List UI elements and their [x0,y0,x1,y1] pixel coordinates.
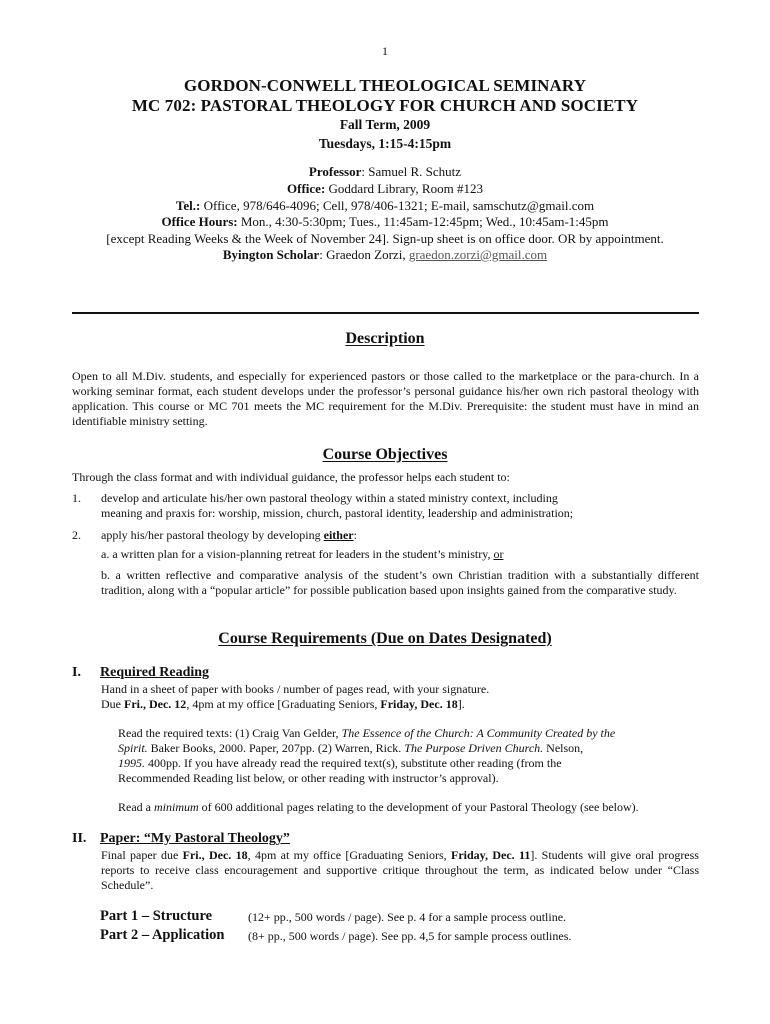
section-1-due-seniors: Friday, Dec. 18 [380,697,458,711]
objective-2a-text: a. a written plan for a vision-planning retreat for leaders in the student’s ministry, [101,547,494,561]
except-line: [except Reading Weeks & the Week of November 24]. Sign-up sheet is on office door. OR by appointment. [106,231,664,246]
section-2-seniors: Friday, Dec. 11 [451,848,531,862]
reading-book-2-title: The Purpose Driven Church. [404,741,544,755]
reading-line-2 [118,741,583,756]
professor-line [0,164,770,180]
page-number: 1 [382,44,388,58]
reading-line-1 [118,726,615,741]
reading-line-4: Recommended Reading list below, or other reading with instructor’s approval). [118,771,499,785]
section-1-due-date: Fri., Dec. 12 [124,697,187,711]
reading-line-2-end: Nelson, [543,741,584,755]
section-1-due-end: ]. [457,697,465,711]
office-hours-value: Mon., 4:30-5:30pm; Tues., 11:45am-12:45pm; Wed., 10:45am-1:45pm [237,214,609,229]
reading-minimum-post: of 600 additional pages relating to the development of your Pastoral Theology (see below). [198,800,639,814]
scholar-email-link[interactable]: graedon.zorzi@gmail.com [408,247,548,262]
reading-line-3-year: 1995. [118,756,145,770]
section-2-title: Paper: “My Pastoral Theology” [100,831,290,846]
schedule: Tuesdays, 1:15-4:15pm [318,136,452,151]
reading-minimum-word: minimum [153,800,199,814]
objective-2a [101,547,503,562]
requirements-heading: Course Requirements (Due on Dates Designated) [218,630,552,647]
section-1-due-mid: , 4pm at my office [Graduating Seniors, [186,697,381,711]
part-1-label: Part 1 – Structure [100,908,213,924]
tel-label: Tel.: [175,198,201,213]
section-2-post: ]. Students will give oral progress reports to receive class encouragement and supportive critique throughout the term, as indicated below under “Class Schedule”. [101,848,699,892]
reading-book-1-title: The Essence of the Church: A Community Created by the [341,726,616,740]
objective-2-line [101,528,357,543]
scholar-value: : Graedon Zorzi, [319,247,409,262]
term: Fall Term, 2009 [339,117,431,132]
section-1-title: Required Reading [100,665,210,680]
course-title: MC 702: PASTORAL THEOLOGY FOR CHURCH AND SOCIETY [131,96,639,115]
section-1-due [101,697,465,712]
section-2-pre: Final paper due [101,848,183,862]
section-1-due-pre: Due [101,697,124,711]
office-value: Goddard Library, Room #123 [325,181,483,196]
divider-rule [72,312,699,314]
objective-2-either: either [323,528,354,542]
objectives-intro: Through the class format and with individual guidance, the professor helps each student to: [72,470,510,484]
section-1-line1: Hand in a sheet of paper with books / number of pages read, with your signature. [101,682,490,696]
objective-2-pre: apply his/her pastoral theology by developing [101,528,324,542]
scholar-label: Byington Scholar [222,247,320,262]
objective-2a-or: or [493,547,504,561]
part-2-description: (8+ pp., 500 words / page). See pp. 4,5 for sample process outlines. [248,929,572,943]
part-2-label: Part 2 – Application [100,927,225,943]
reading-line-2-mid: Baker Books, 2000. Paper, 207pp. (2) Warren, Rick. [147,741,405,755]
reading-minimum [118,800,639,815]
section-1-number: I. [72,665,81,680]
reading-line-3-rest: 400pp. If you have already read the required text(s), substitute other reading (from the [145,756,562,770]
tel-value: Office, 978/646-4096; Cell, 978/406-1321; E-mail, samschutz@gmail.com [200,198,595,213]
objectives-heading: Course Objectives [322,446,448,463]
part-1-description: (12+ pp., 500 words / page). See p. 4 for a sample process outline. [248,910,567,924]
office-line [0,181,770,197]
objective-2-post: : [353,528,357,542]
reading-line-3 [118,756,562,771]
reading-book-1-title-end: Spirit. [118,741,148,755]
office-label: Office: [287,181,326,196]
objective-1-line2: meaning and praxis for: worship, mission, church, pastoral identity, leadership and administration; [101,506,574,520]
reading-line-1-pre: Read the required texts: (1) Craig Van Gelder, [118,726,342,740]
objective-1-line1: develop and articulate his/her own pastoral theology within a stated ministry context, including [101,491,558,505]
description-text: Open to all M.Div. students, and especially for experienced pastors or those called to the marketplace or the para-church. In a working seminar format, each student develops under the professor’s personal guidance his/her own rich pastoral theology with application. This course or MC 701 meets the MC requirement for the M.Div. Prerequisite: the student must have in mind an identifiable ministry setting. [72,369,699,428]
tel-line [0,198,770,214]
section-2-date: Fri., Dec. 18 [182,848,248,862]
office-hours-label: Office Hours: [161,214,238,229]
objective-2-number: 2. [72,528,81,542]
professor-value: : Samuel R. Schutz [361,164,462,179]
objective-2b: b. a written reflective and comparative analysis of the student’s own Christian tradition with a substantially different tradition, along with a “popular article” for possible publication based upon insights gained from the comparative study. [101,568,699,597]
seminary-title: GORDON-CONWELL THEOLOGICAL SEMINARY [183,76,587,95]
description-heading: Description [345,330,425,347]
scholar-line [0,247,770,263]
office-hours-line [0,214,770,230]
section-2-number: II. [72,831,87,846]
objective-1-number: 1. [72,491,81,505]
reading-minimum-pre: Read a [118,800,154,814]
section-2-mid: , 4pm at my office [Graduating Seniors, [247,848,452,862]
professor-label: Professor [308,164,362,179]
section-2-text [101,848,699,893]
